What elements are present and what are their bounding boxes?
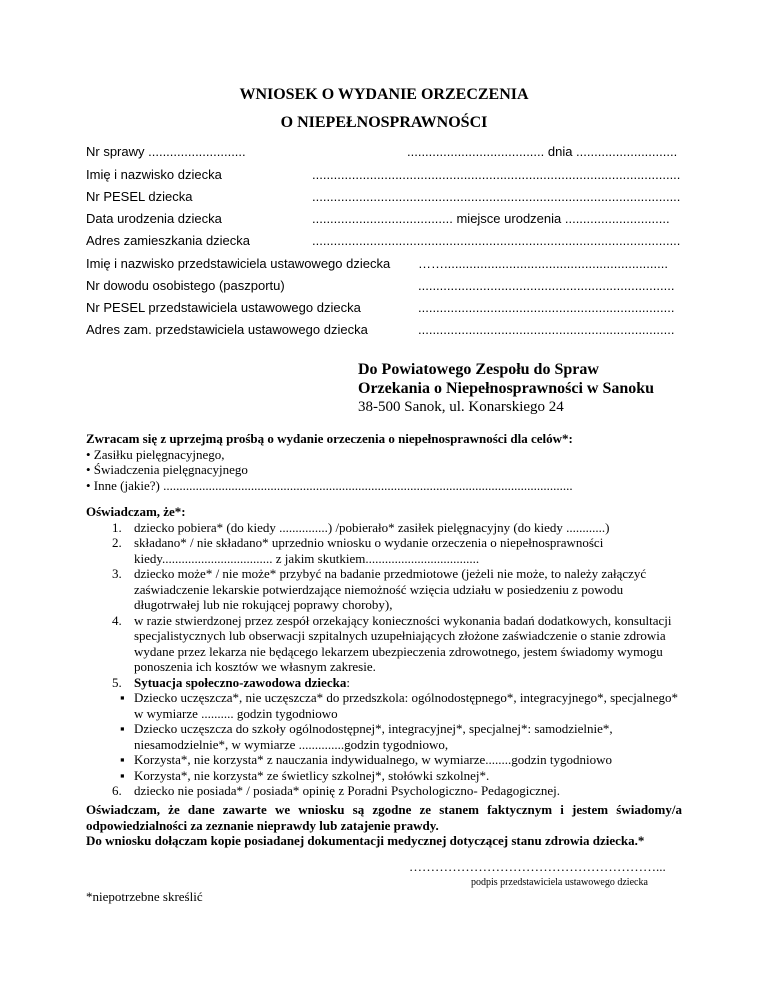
birth-date-label: Data urodzenia dziecka xyxy=(86,211,222,226)
declaration-truthfulness: Oświadczam, że dane zawarte we wniosku są zgodne ze stanem faktycznym i jestem świadomy/a odpowiedzialności za zeznanie nieprawdy lub zatajenie prawdy. xyxy=(86,802,682,833)
statements-section xyxy=(86,504,686,799)
footnote: *niepotrzebne skreślić xyxy=(86,889,203,904)
statements-heading: Oświadczam, że*: xyxy=(86,504,186,519)
declaration-section xyxy=(86,802,682,849)
request-section xyxy=(86,431,696,493)
statement-item: 4. w razie stwierdzonej przez zespół orzekający konieczności wykonania badań dodatkowych, konsultacji specjalistycznych lub obserwacji szpitalnych uzupełniających złożone zaświadczenie o stanie zdrowia wydane przez lekarza nie będącego lekarzem ubezpieczenia zdrowotnego, jestem świadomy wymogu ponoszenia ich kosztów we własnym zakresie. xyxy=(112,612,672,674)
guardian-pesel-label: Nr PESEL przedstawiciela ustawowego dziecka xyxy=(86,300,361,315)
statement-subitem: ▪ Korzysta*, nie korzysta* z nauczania indywidualnego, w wymiarze........godzin tygodniowo xyxy=(120,752,612,767)
child-pesel-field: ...................................................................................................... xyxy=(312,189,681,204)
signature-label: podpis przedstawiciela ustawowego dziecka xyxy=(471,877,648,888)
child-pesel-label: Nr PESEL dziecka xyxy=(86,189,193,204)
child-address-label: Adres zamieszkania dziecka xyxy=(86,233,251,248)
statement-item-social-situation: 5. Sytuacja społeczno-zawodowa dziecka: xyxy=(112,674,350,690)
case-number-label: Nr sprawy ........................... xyxy=(86,144,246,159)
request-option-care-allowance: • Zasiłku pielęgnacyjnego, xyxy=(86,446,225,462)
guardian-pesel-field: ....................................................................... xyxy=(418,300,675,315)
guardian-name-field: …….............................................................. xyxy=(418,256,668,271)
child-name-field: ...................................................................................................... xyxy=(312,167,681,182)
statement-item: 2. składano* / nie składano* uprzednio wniosku o wydanie orzeczenia o niepełnosprawności kiedy.................................. z jakim skutkiem................................... xyxy=(112,535,604,566)
guardian-address-label: Adres zam. przedstawiciela ustawowego dziecka xyxy=(86,322,368,337)
recipient-line1: Do Powiatowego Zespołu do Spraw xyxy=(358,361,599,378)
declaration-attachments: Do wniosku dołączam kopie posiadanej dokumentacji medycznej dotyczącej stanu zdrowia dziecka.* xyxy=(86,833,645,848)
recipient-line2: Orzekania o Niepełnosprawności w Sanoku xyxy=(358,380,655,397)
signature-line: …………………………………………………... xyxy=(409,859,666,874)
form-title-line2: O NIEPEŁNOSPRAWNOŚCI xyxy=(280,114,488,131)
statement-item: 6. dziecko nie posiada* / posiada* opinię z Poradni Psychologiczno- Pedagogicznej. xyxy=(112,783,560,798)
child-name-label: Imię i nazwisko dziecka xyxy=(86,167,222,182)
request-option-care-benefit: • Świadczenia pielęgnacyjnego xyxy=(86,462,248,477)
request-option-other: • Inne (jakie?) .............................................................................................................................. xyxy=(86,477,573,493)
request-heading: Zwracam się z uprzejmą prośbą o wydanie orzeczenia o niepełnosprawności dla celów*: xyxy=(86,431,573,446)
statement-subitem: ▪ Dziecko uczęszcza*, nie uczęszcza* do przedszkola: ogólnodostępnego*, integracyjnego*, specjalnego* w wymiarze .......... godzin tygodniowo xyxy=(120,690,678,721)
birth-date-field: ....................................... miejsce urodzenia ............................. xyxy=(312,211,670,226)
statement-subitem: ▪ Korzysta*, nie korzysta* ze świetlicy szkolnej*, stołówki szkolnej*. xyxy=(120,767,490,783)
guardian-id-field: ....................................................................... xyxy=(418,278,675,293)
statement-subitem: ▪ Dziecko uczęszcza do szkoły ogólnodostępnej*, integracyjnej*, specjalnej*: samodzielnie*, niesamodzielnie*, w wymiarze ..............godzin tygodniowo, xyxy=(120,721,613,752)
statement-item: 1. dziecko pobiera* (do kiedy ...............) /pobierało* zasiłek pielęgnacyjny (do kiedy ............) xyxy=(112,519,610,535)
guardian-id-label: Nr dowodu osobistego (paszportu) xyxy=(86,278,285,293)
guardian-address-field: ....................................................................... xyxy=(418,322,675,337)
guardian-name-label: Imię i nazwisko przedstawiciela ustawowego dziecka xyxy=(86,256,391,271)
date-field: ...................................... dnia ............................ xyxy=(407,144,678,159)
child-address-field: ...................................................................................................... xyxy=(312,233,681,248)
recipient-address: 38-500 Sanok, ul. Konarskiego 24 xyxy=(358,399,564,415)
form-title-line1: WNIOSEK O WYDANIE ORZECZENIA xyxy=(239,86,529,103)
statement-item: 3. dziecko może* / nie może* przybyć na badanie przedmiotowe (jeżeli nie może, to należy załączyć zaświadczenie lekarskie potwierdzające niemożność wzięcia udziału w posiedzeniu z powodu długotrwałej lub nie rokującej poprawy choroby), xyxy=(112,566,647,612)
